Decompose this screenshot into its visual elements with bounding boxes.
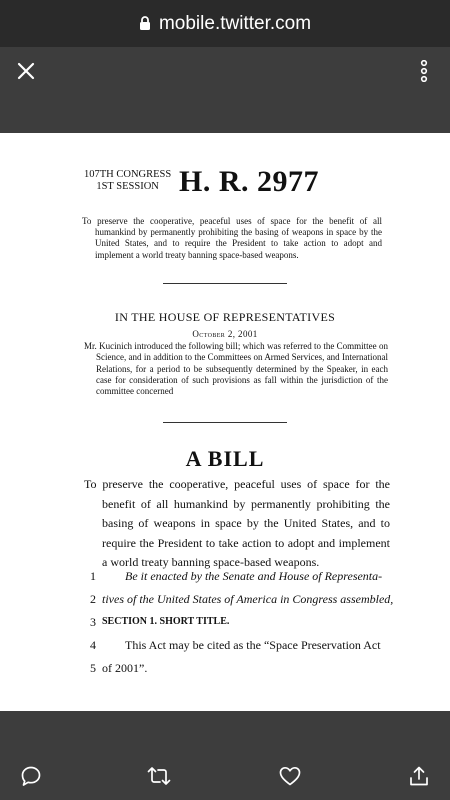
- document-image[interactable]: [0, 133, 450, 711]
- line-text: tives of the United States of America in Congress assembled,: [102, 592, 394, 606]
- url-text: mobile.twitter.com: [158, 12, 312, 34]
- retweet-button[interactable]: [146, 763, 172, 789]
- a-bill-heading: A BILL: [185, 446, 265, 471]
- bill-line: [0, 569, 450, 591]
- bill-line: [0, 592, 450, 614]
- reply-button[interactable]: [18, 763, 44, 789]
- section-title: SECTION 1. SHORT TITLE.: [102, 616, 230, 627]
- line-number: 4: [90, 638, 96, 652]
- bill-number: H. R. 2977: [179, 165, 319, 198]
- bill-line: [0, 661, 450, 683]
- session-label: 1ST SESSION: [96, 181, 159, 192]
- bill-purpose-summary: To preserve the cooperative, peaceful uses of space for the benefit of all humankind by permanently prohibiting the basing of weapons in space by the United States, and to require the President to take action to adopt and implement a world treaty banning space-based weapons.: [82, 216, 382, 260]
- congress-label: 107TH CONGRESS: [84, 169, 172, 180]
- divider: [163, 422, 287, 423]
- reply-icon: [20, 765, 42, 787]
- line-number: 2: [90, 592, 96, 606]
- more-vertical-icon: [420, 60, 428, 82]
- congress-session: [84, 169, 171, 193]
- line-number: 5: [90, 661, 96, 675]
- introduction-date: October 2, 2001: [192, 329, 258, 339]
- introduction-text: Mr. Kucinich introduced the following bill; which was referred to the Committee on Science, and in addition to the Committees on Armed Services, and International Relations, for a period to be subsequently determined by the Speaker, in each case for consideration of such provisions as fall within the jurisdiction of the committee concerned: [84, 341, 388, 397]
- house-heading: IN THE HOUSE OF REPRESENTATIVES: [114, 310, 336, 324]
- media-top-bar: [0, 47, 450, 133]
- close-icon: [17, 62, 35, 80]
- line-number: 1: [90, 569, 96, 583]
- line-text: Be it enacted by the Senate and House of Representa-: [125, 569, 383, 583]
- lock-icon: [139, 16, 151, 31]
- divider: [163, 283, 287, 284]
- close-button[interactable]: [12, 57, 40, 85]
- bill-purpose: To preserve the cooperative, peaceful uses of space for the benefit of all humankind by permanently prohibiting the basing of weapons in space by the United States, and to require the President to take action to adopt and implement a world treaty banning space-based weapons.: [84, 477, 390, 570]
- url-bar[interactable]: [0, 0, 450, 47]
- bill-line: [0, 638, 450, 660]
- more-options-button[interactable]: [414, 57, 434, 85]
- line-text: of 2001”.: [102, 661, 148, 675]
- share-button[interactable]: [406, 763, 432, 789]
- like-button[interactable]: [277, 763, 303, 789]
- heart-icon: [279, 766, 301, 786]
- line-text: This Act may be cited as the “Space Preservation Act: [125, 638, 381, 652]
- line-number: 3: [90, 615, 96, 629]
- tweet-actions-bar: [0, 711, 450, 800]
- share-icon: [408, 765, 430, 787]
- bill-line: [0, 615, 450, 637]
- retweet-icon: [147, 765, 171, 787]
